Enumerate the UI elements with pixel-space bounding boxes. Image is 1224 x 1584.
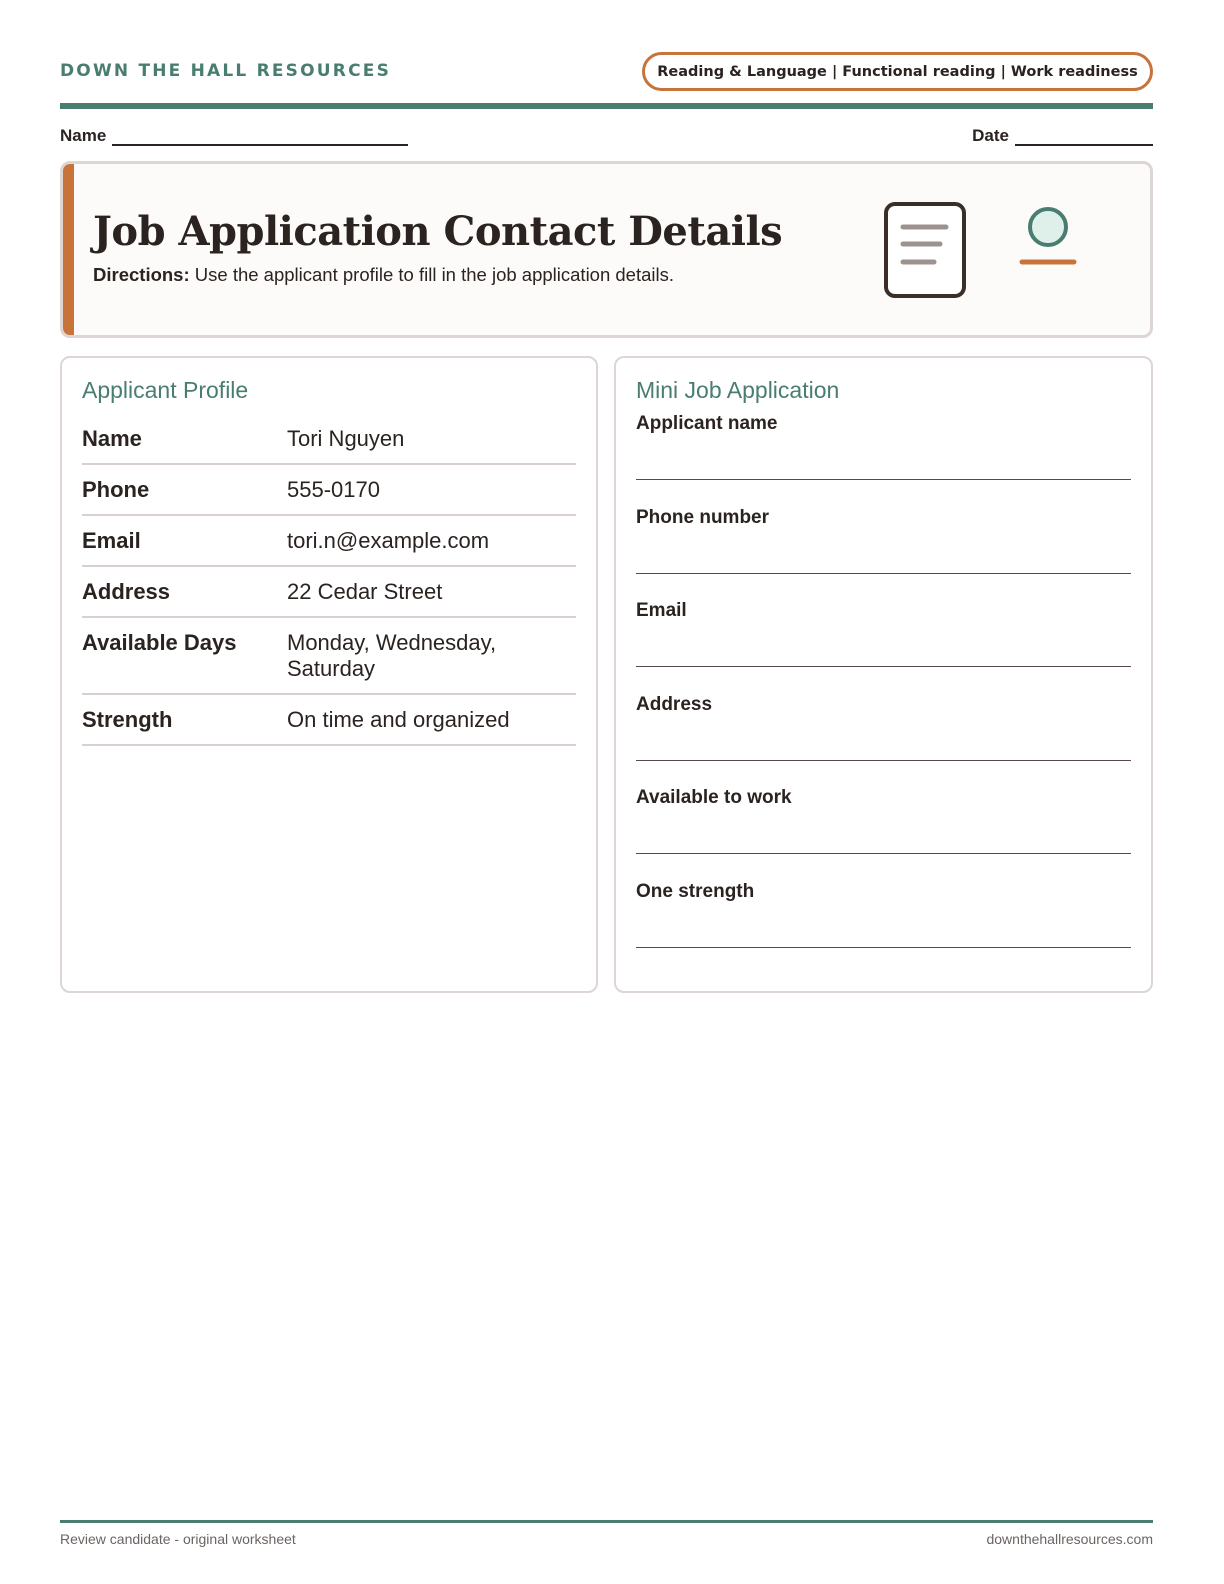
field-address	[636, 694, 1131, 716]
answer-line[interactable]	[636, 853, 1131, 854]
answer-line[interactable]	[636, 479, 1131, 480]
field-label: Address	[636, 694, 713, 715]
header-divider	[60, 103, 1153, 109]
profile-row-phone	[82, 465, 576, 516]
profile-table	[82, 414, 576, 746]
profile-label: Address	[82, 579, 171, 604]
profile-value: On time and organized	[287, 707, 510, 732]
profile-label: Available Days	[82, 630, 237, 655]
profile-row-available-days	[82, 618, 576, 695]
profile-value: 555-0170	[287, 477, 380, 502]
profile-label: Phone	[82, 477, 150, 502]
footer-divider	[60, 1520, 1153, 1523]
application-heading: Mini Job Application	[636, 377, 840, 403]
field-applicant-name	[636, 413, 1131, 435]
profile-value: tori.n@example.com	[287, 528, 490, 553]
profile-value: Monday, Wednesday, Saturday	[287, 630, 497, 681]
name-field	[60, 126, 408, 146]
profile-value: 22 Cedar Street	[287, 579, 443, 604]
field-phone-number	[636, 507, 1131, 529]
field-label: Available to work	[636, 787, 792, 808]
date-field	[972, 126, 1153, 146]
field-email	[636, 600, 1131, 622]
answer-line[interactable]	[636, 947, 1131, 948]
answer-line[interactable]	[636, 666, 1131, 667]
field-label: One strength	[636, 881, 755, 902]
page-title: Job Application Contact Details	[93, 208, 783, 255]
date-label: Date	[972, 126, 1009, 145]
title-accent-bar	[63, 164, 74, 335]
profile-label: Email	[82, 528, 141, 553]
profile-row-address	[82, 567, 576, 618]
directions-text: Use the applicant profile to fill in the job application details.	[189, 264, 675, 285]
field-label: Email	[636, 600, 687, 621]
mini-job-application-card	[614, 356, 1153, 993]
answer-line[interactable]	[636, 573, 1131, 574]
applicant-profile-card	[60, 356, 598, 993]
field-label: Applicant name	[636, 413, 778, 434]
brand-name: DOWN THE HALL RESOURCES	[60, 61, 392, 81]
person-icon	[1018, 205, 1078, 269]
field-label: Phone number	[636, 507, 770, 528]
profile-row-email	[82, 516, 576, 567]
field-available-to-work	[636, 787, 1131, 809]
profile-label: Name	[82, 426, 142, 451]
document-icon	[882, 200, 968, 300]
title-card	[60, 161, 1153, 338]
name-blank[interactable]	[112, 127, 408, 146]
field-one-strength	[636, 881, 1131, 903]
profile-heading: Applicant Profile	[82, 377, 249, 403]
profile-label: Strength	[82, 707, 173, 732]
profile-row-name	[82, 414, 576, 465]
name-label: Name	[60, 126, 107, 145]
date-blank[interactable]	[1015, 127, 1153, 146]
directions-label: Directions:	[93, 264, 190, 285]
directions	[93, 264, 674, 286]
footer-website: downthehallresources.com	[986, 1531, 1153, 1547]
footer-note: Review candidate - original worksheet	[60, 1531, 296, 1547]
answer-line[interactable]	[636, 760, 1131, 761]
subject-tags: Reading & Language | Functional reading | Work readiness	[642, 52, 1153, 91]
profile-value: Tori Nguyen	[287, 426, 405, 451]
profile-row-strength	[82, 695, 576, 746]
